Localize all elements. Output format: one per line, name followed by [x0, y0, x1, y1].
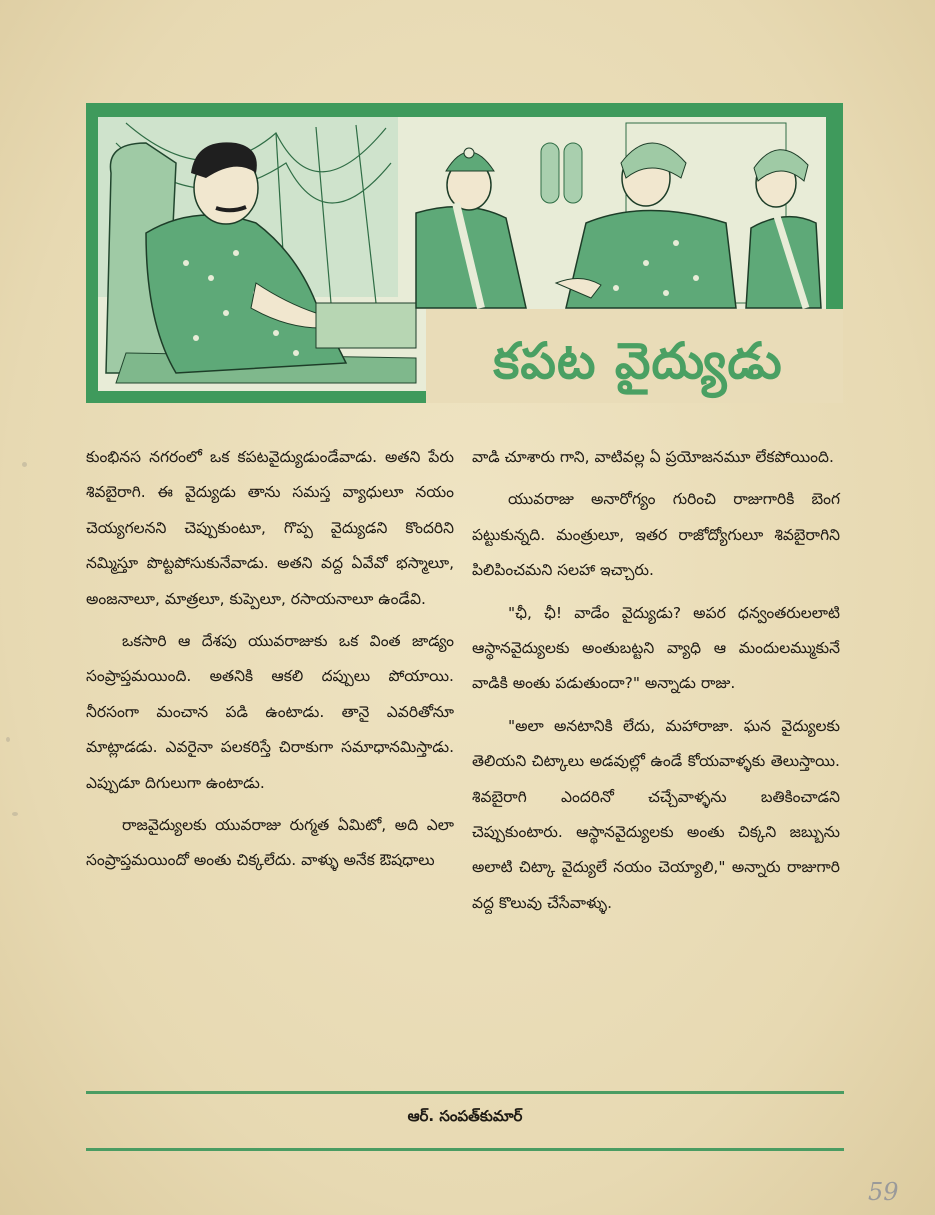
- text-column-left: [86, 440, 454, 886]
- divider-bottom: [86, 1148, 844, 1151]
- paragraph: ఒకసారి ఆ దేశపు యువరాజుకు ఒక వింత జాడ్యం సంప్రాప్తమయింది. అతనికి ఆకలి దప్పులు పోయాయి. నీరసంగా మంచాన పడి ఉంటాడు. తానై ఎవరితోనూ మాట్లాడడు. ఎవరైనా పలకరిస్తే చిరాకుగా సమాధానమిస్తాడు. ఎప్పుడూ దిగులుగా ఉంటాడు.: [86, 632, 454, 792]
- story-title: కపట వైద్యుడు: [493, 332, 783, 390]
- text-column-right: [472, 440, 840, 928]
- paragraph: వాడి చూశారు గాని, వాటివల్ల ఏ ప్రయోజనమూ లేకపోయింది.: [472, 448, 834, 466]
- paper-speck: [6, 737, 10, 742]
- paragraph: రాజవైద్యులకు యువరాజు రుగ్మత ఏమిటో, అది ఎలా సంప్రాప్తమయిందో అంతు చిక్కలేదు. వాళ్ళు అనేక ఔషధాలు: [86, 816, 454, 870]
- author-byline: ఆర్. సంపత్‌కుమార్: [407, 1107, 523, 1125]
- divider-top: [86, 1091, 844, 1094]
- paragraph: కుంభినస నగరంలో ఒక కపటవైద్యుడుండేవాడు. అతని పేరు శివబైరాగి. ఈ వైద్యుడు తాను సమస్త వ్యాధులూ నయం చెయ్యగలనని చెప్పుకుంటూ, గొప్ప వైద్యుడని కొందరిని నమ్మిస్తూ పొట్టపోసుకునేవాడు. అతని వద్ద ఏవేవో భస్మాలూ, అంజనాలూ, మాత్రలూ, కుప్పెలూ, రసాయనాలూ ఉండేవి.: [86, 448, 454, 608]
- paragraph: యువరాజు అనారోగ్యం గురించి రాజుగారికి బెంగ పట్టుకున్నది. మంత్రులూ, ఇతర రాజోద్యోగులూ శివబైరాగిని పిలిపించమని సలహా ఇచ్చారు.: [472, 490, 840, 580]
- paragraph: "అలా అనటానికి లేదు, మహారాజా. ఘన వైద్యులకు తెలియని చిట్కాలు అడవుల్లో ఉండే కోయవాళ్ళకు తెలుస్తాయి. శివబైరాగి ఎందరినో చచ్చేవాళ్ళను బతికించాడని చెప్పుకుంటారు. ఆస్థానవైద్యులకు అంతు చిక్కని జబ్బును అలాటి చిట్కా వైద్యులే నయం చెయ్యాలి," అన్నారు రాజుగారి వద్ద కొలువు చేసేవాళ్ళు.: [472, 716, 840, 912]
- paragraph: "ఛీ, ఛీ! వాడేం వైద్యుడు? అపర ధన్వంతరులలాటి ఆస్థానవైద్యులకు అంతుబట్టని వ్యాధి ఆ మందులమ్ముకునే వాడికి అంతు పడుతుందా?" అన్నాడు రాజు.: [472, 603, 840, 693]
- page-number: 59: [868, 1178, 899, 1206]
- paper-speck: [12, 812, 18, 816]
- paper-speck: [22, 462, 27, 467]
